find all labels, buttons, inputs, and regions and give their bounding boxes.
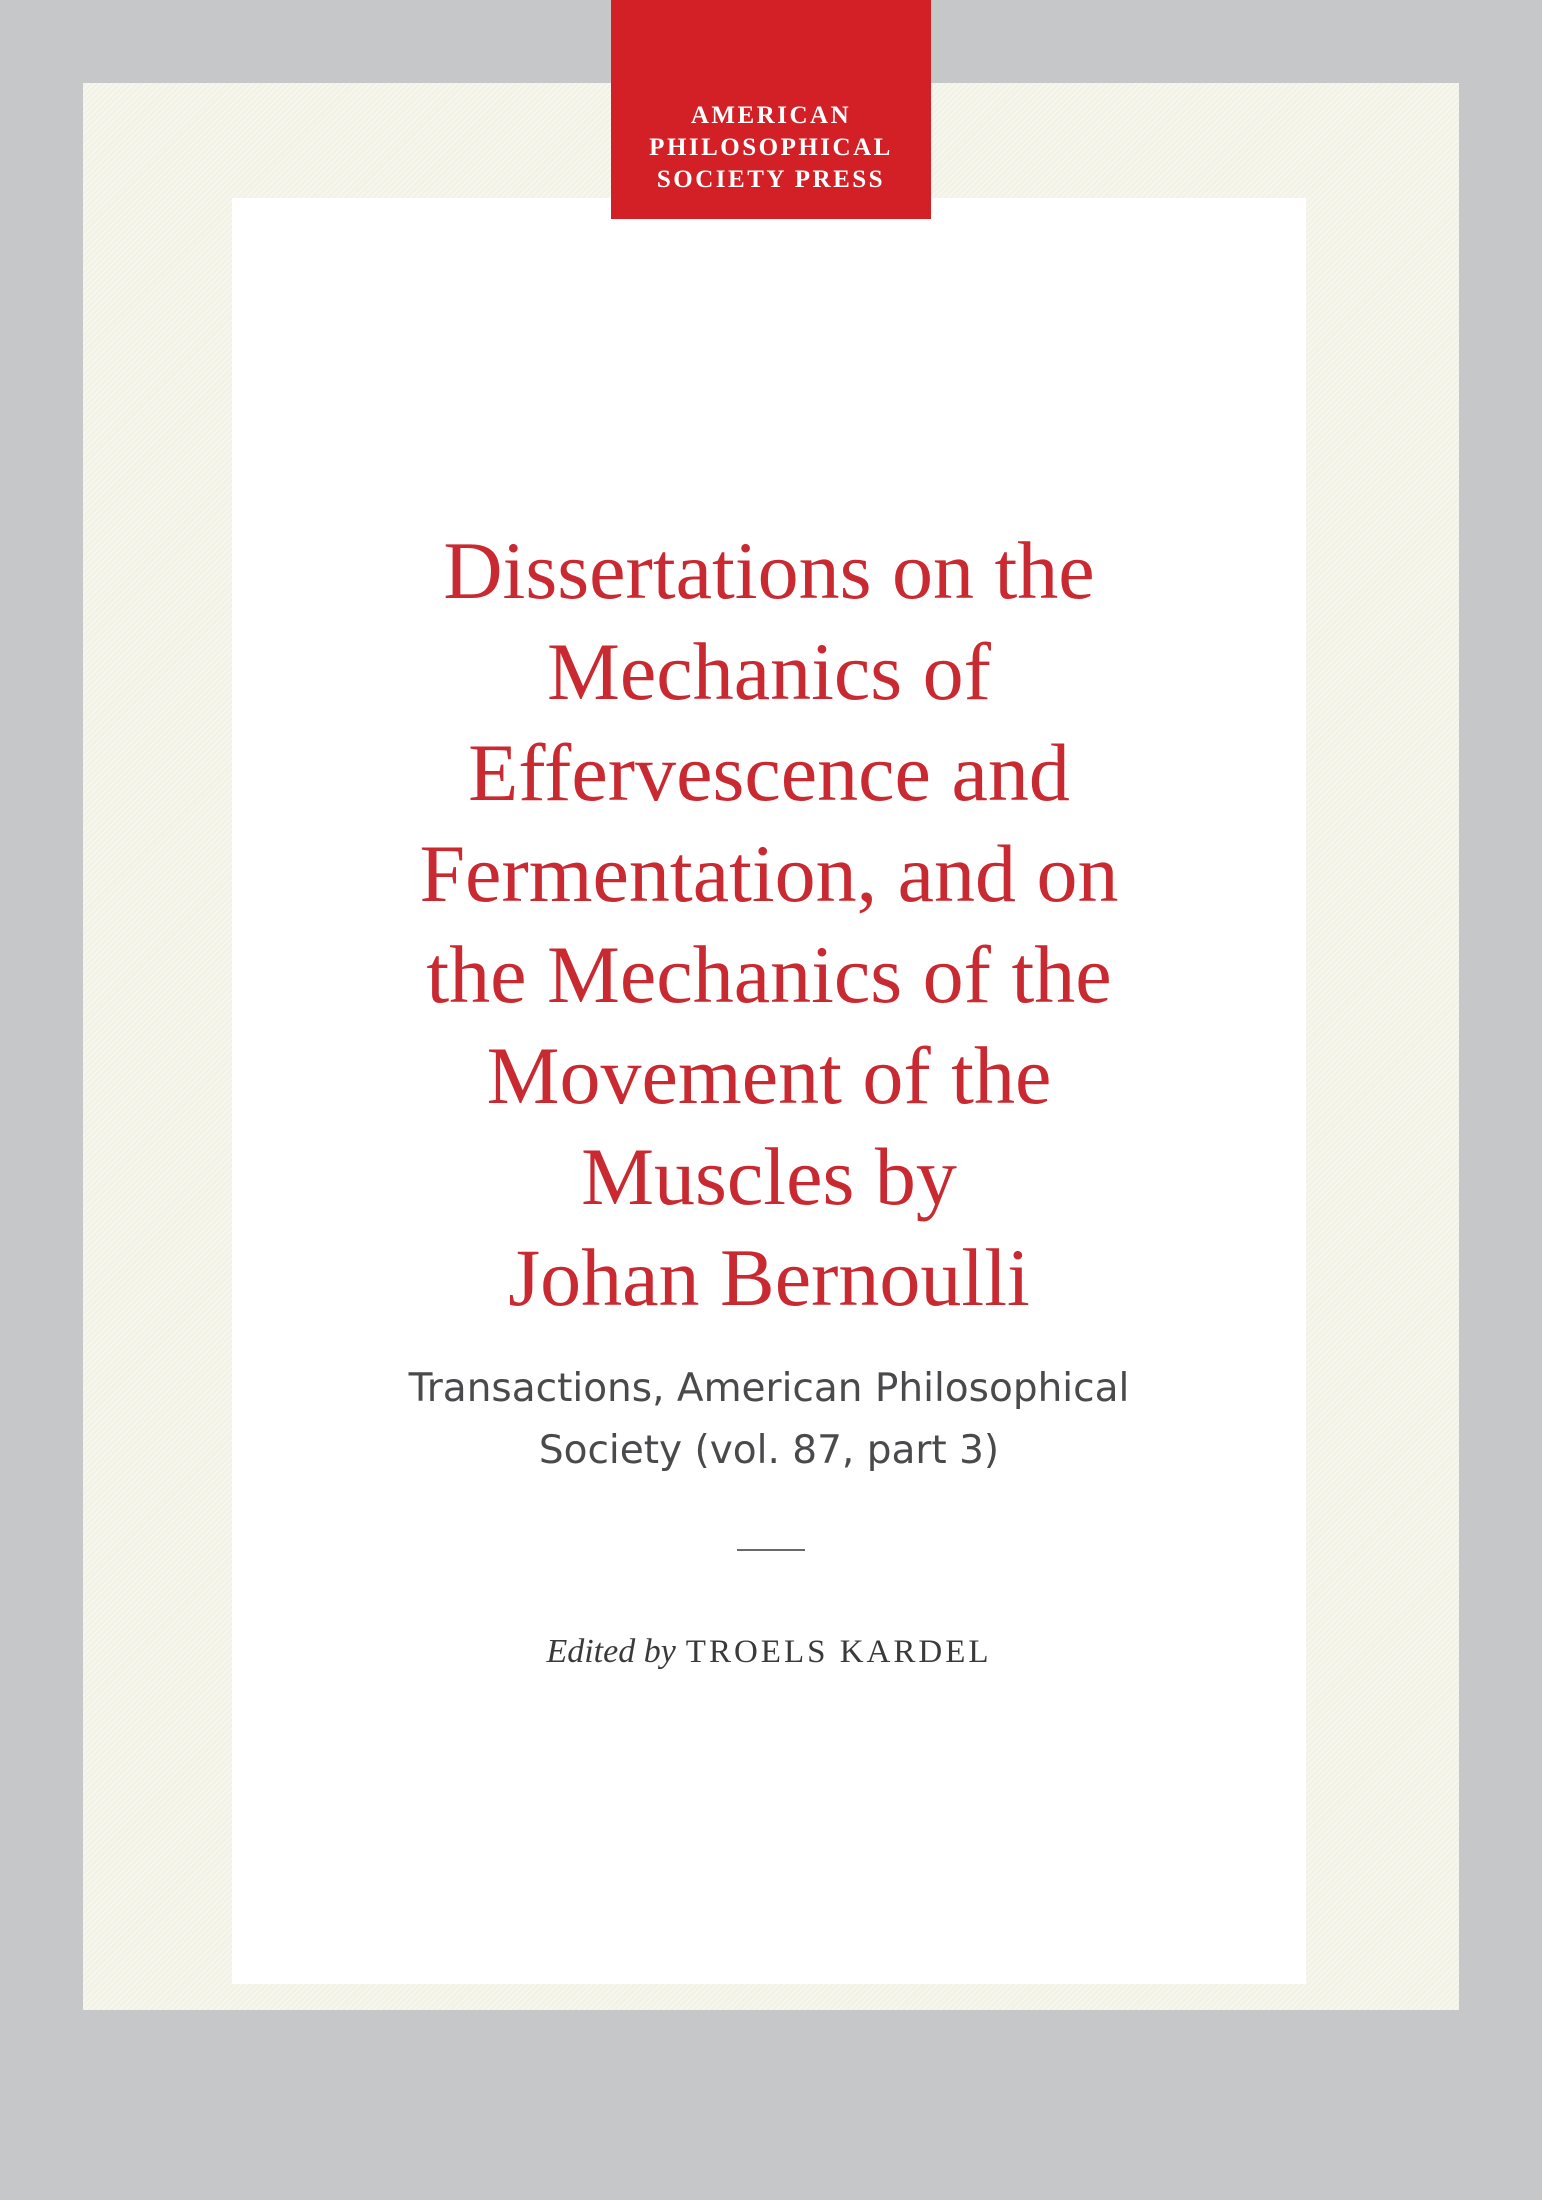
title-line: Muscles by [581,1131,957,1222]
series-line: Transactions, American Philosophical [408,1366,1130,1411]
publisher-line: AMERICAN [690,102,852,129]
series-subtitle [232,1358,1306,1482]
series-line: Society (vol. 87, part 3) [538,1428,1000,1473]
editor-credit [232,1630,1306,1674]
editor-name: TROELS KARDEL [685,1634,992,1670]
title-line: Dissertations on the [443,525,1095,616]
title-line: Mechanics of [547,626,991,717]
title-line: the Mechanics of the [426,929,1112,1020]
publisher-badge [611,0,931,219]
editor-prefix: Edited by [546,1633,676,1670]
publisher-line: PHILOSOPHICAL [649,134,893,161]
title-line: Effervescence and [468,727,1070,818]
divider-rule [737,1549,805,1551]
book-title [232,520,1306,1328]
title-line: Johan Bernoulli [508,1232,1030,1323]
publisher-line: SOCIETY PRESS [656,166,886,193]
title-line: Fermentation, and on [419,828,1119,919]
title-line: Movement of the [486,1030,1052,1121]
